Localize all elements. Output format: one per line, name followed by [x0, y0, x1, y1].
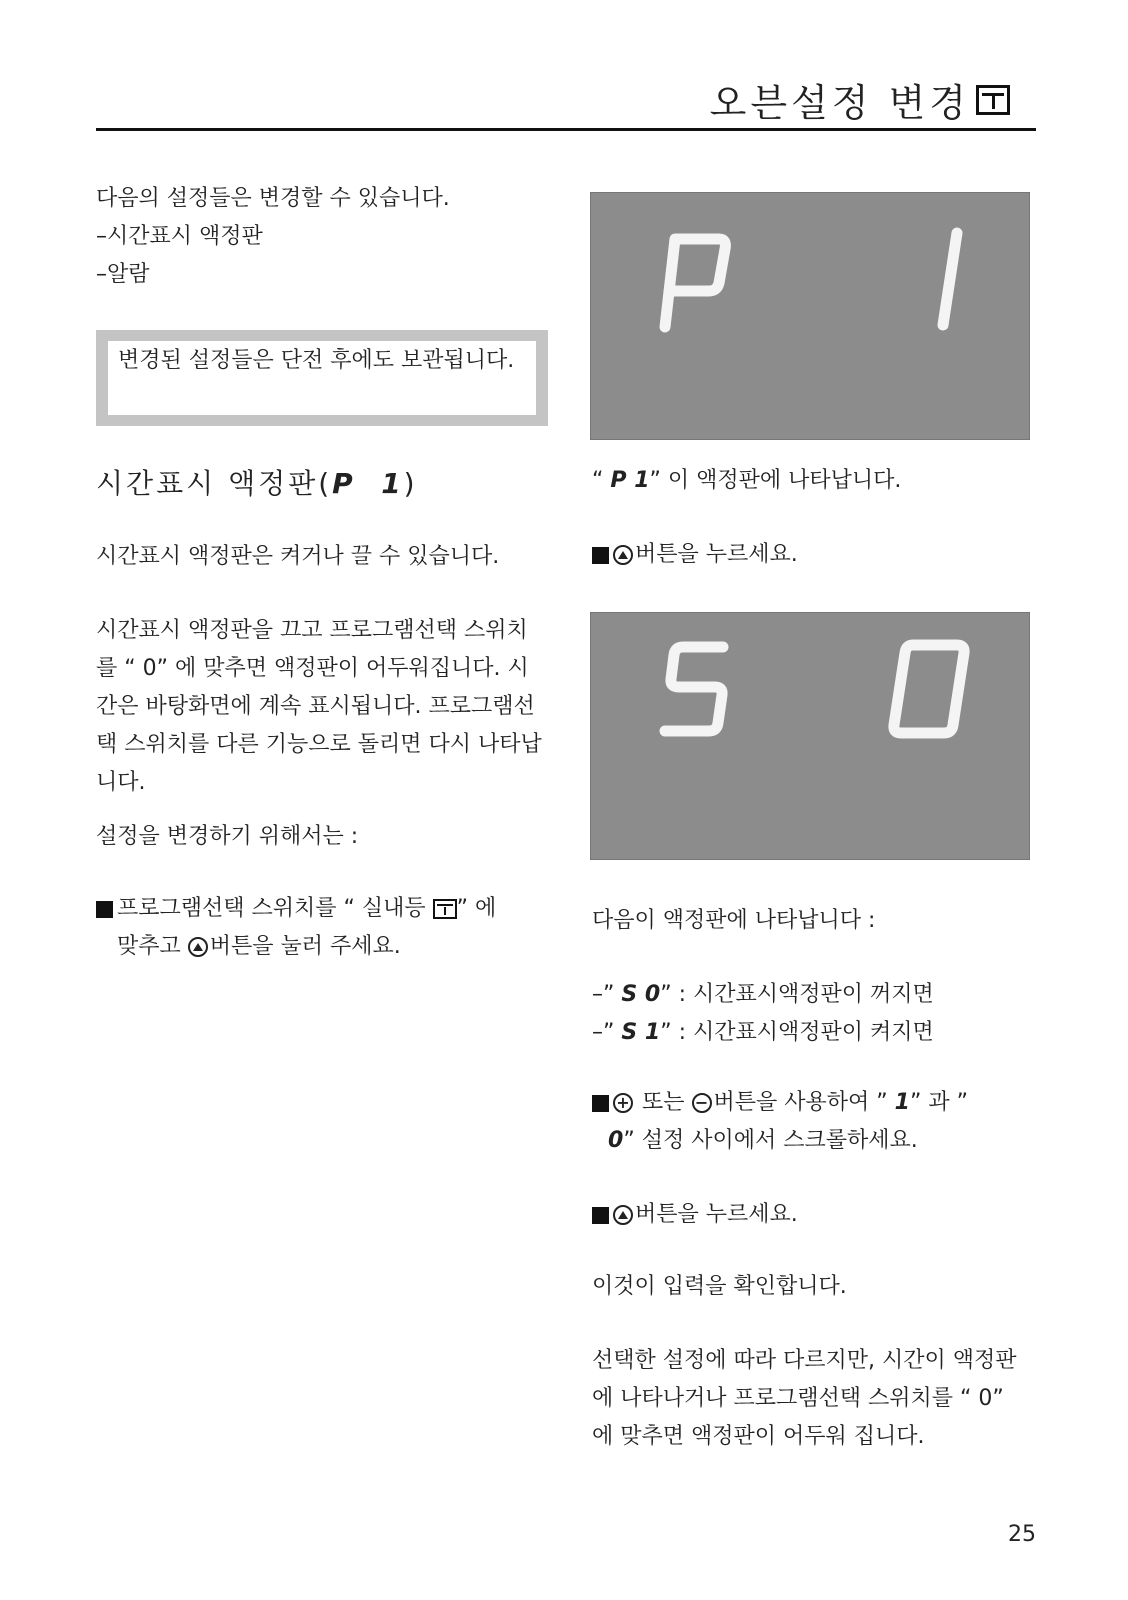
step-item	[592, 536, 1040, 574]
step-code: 0	[608, 1128, 624, 1153]
option-text: ” : 시간표시액정판이 꺼지면	[660, 982, 934, 1007]
oven-light-icon	[433, 899, 457, 919]
paragraph: 시간표시 액정판은 켜거나 끌 수 있습니다.	[96, 544, 500, 569]
seg-0	[894, 645, 964, 733]
header-rule	[96, 128, 1036, 131]
page-title-text: 오븐설정 변경	[709, 81, 970, 125]
step-item	[592, 1196, 1040, 1234]
section-heading	[96, 462, 552, 502]
step-text: 버튼을 누르세요.	[635, 542, 798, 567]
bullet-square-icon	[96, 901, 113, 918]
option-text: –”	[592, 982, 615, 1007]
lcd1-caption	[592, 462, 1040, 500]
option-item	[592, 976, 1040, 1014]
step-item	[592, 1084, 1040, 1160]
step-text: 또는	[642, 1090, 685, 1115]
minus-button-icon: −	[692, 1093, 712, 1113]
step-item	[96, 890, 552, 966]
intro-line: –알람	[96, 262, 150, 287]
option-text: ” : 시간표시액정판이 켜지면	[660, 1020, 934, 1045]
up-arrow-button-icon	[188, 937, 208, 957]
paragraph: 시간표시 액정판을 끄고 프로그램선택 스위치를 “ 0” 에 맞추면 액정판이 어두워집니다. 시간은 바탕화면에 계속 표시됩니다. 프로그램선택 스위치를 다른 기능으로 돌리면 다시 나타납니다.	[96, 618, 542, 795]
plus-button-icon: +	[613, 1093, 633, 1113]
section-heading-suffix: )	[403, 467, 418, 500]
step-text: ” 에	[456, 896, 497, 921]
paragraph: 선택한 설정에 따라 다르지만, 시간이 액정판에 나타나거나 프로그램선택 스위치를 “ 0” 에 맞추면 액정판이 어두워 집니다.	[592, 1348, 1017, 1449]
option-list	[592, 976, 1040, 1052]
option-code: S 0	[621, 982, 661, 1007]
paragraph: 이것이 입력을 확인합니다.	[592, 1274, 847, 1299]
page-number: 25	[1008, 1522, 1036, 1547]
caption-text: ” 이 액정판에 나타납니다.	[649, 468, 902, 493]
step-text: 버튼을 눌러 주세요.	[209, 934, 401, 959]
lcd-digits	[591, 193, 1029, 439]
section-heading-text: 시간표시 액정판(	[96, 467, 333, 500]
step-text: ” 설정 사이에서 스크롤하세요.	[623, 1128, 918, 1153]
paragraph: 다음이 액정판에 나타납니다 :	[592, 908, 876, 933]
bullet-square-icon	[592, 1095, 609, 1112]
option-item	[592, 1014, 1040, 1052]
caption-code: P 1	[610, 468, 650, 493]
lcd-display-p1	[590, 192, 1030, 440]
page-title	[710, 72, 1010, 127]
step-text: 프로그램선택 스위치를 “ 실내등	[117, 896, 426, 921]
paragraph: 설정을 변경하기 위해서는 :	[96, 824, 359, 849]
caption-text: “	[592, 468, 604, 493]
step-text: ” 과 ”	[909, 1090, 969, 1115]
step-text: 버튼을 사용하여 ”	[713, 1090, 888, 1115]
intro-block	[96, 180, 552, 294]
oven-light-icon	[976, 85, 1010, 115]
step-text: 맞추고	[117, 934, 188, 959]
step-code: 1	[894, 1090, 910, 1115]
option-code: S 1	[621, 1020, 661, 1045]
lcd-display-s0	[590, 612, 1030, 860]
up-arrow-button-icon	[613, 1205, 633, 1225]
intro-line: 다음의 설정들은 변경할 수 있습니다.	[96, 186, 450, 211]
option-text: –”	[592, 1020, 615, 1045]
seg-p	[665, 239, 725, 327]
up-arrow-button-icon	[613, 545, 633, 565]
seg-s	[665, 647, 723, 731]
bullet-square-icon	[592, 547, 609, 564]
lcd-digits	[591, 613, 1029, 859]
step-text: 버튼을 누르세요.	[635, 1202, 798, 1227]
note-text: 변경된 설정들은 단전 후에도 보관됩니다.	[108, 341, 536, 415]
section-heading-code: P 1	[332, 467, 404, 500]
note-box	[96, 330, 548, 426]
seg-1	[943, 233, 957, 325]
bullet-square-icon	[592, 1207, 609, 1224]
intro-line: –시간표시 액정판	[96, 224, 263, 249]
